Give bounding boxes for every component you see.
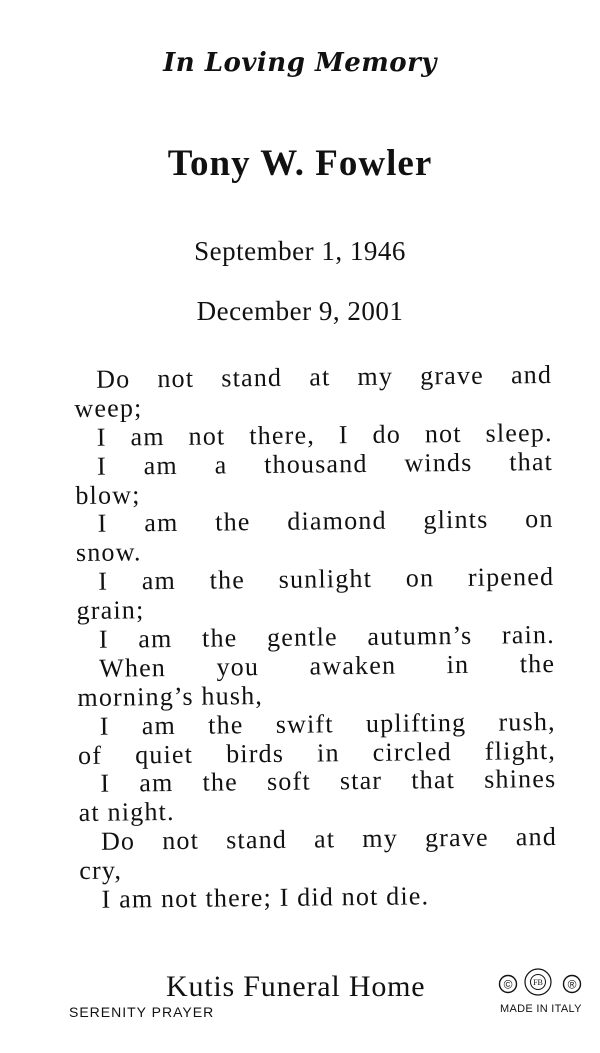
poem-line: I am the diamond glints on: [97, 504, 554, 539]
card-heading: In Loving Memory: [163, 48, 437, 78]
poem-line: I am the sunlight on ripened: [98, 562, 555, 596]
poem-line: snow.: [75, 537, 142, 568]
poem-line: weep;: [74, 393, 143, 423]
poem-line: of quiet birds in circled flight,: [77, 735, 557, 770]
poem-line: I am the swift uplifting rush,: [99, 706, 556, 741]
svg-text:®: ®: [567, 977, 577, 992]
poem-line: I am not there, I do not sleep.: [96, 417, 553, 452]
copyright-icon: [500, 976, 517, 993]
svg-text:FB: FB: [533, 978, 543, 987]
poem-line: morning’s hush,: [77, 680, 264, 712]
registered-icon: [564, 976, 581, 993]
poem-line: When you awaken in the: [99, 648, 556, 683]
death-date: December 9, 2001: [196, 296, 404, 326]
poem-line: Do not stand at my grave and: [100, 822, 558, 856]
poem-line: at night.: [78, 797, 175, 828]
poem-line: I am not there; I did not die.: [101, 881, 430, 914]
funeral-home-name: Kutis Funeral Home: [166, 970, 426, 1003]
poem-line: I am the gentle autumn’s rain.: [98, 619, 555, 654]
made-in-label: MADE IN ITALY: [500, 1003, 582, 1015]
poem-line: Do not stand at my grave and: [95, 359, 553, 394]
publisher-seal-icon: [525, 969, 551, 995]
poem-line: grain;: [76, 595, 145, 626]
poem-line: cry,: [79, 855, 123, 886]
deceased-name: Tony W. Fowler: [167, 143, 433, 184]
poem: [74, 361, 558, 915]
prayer-title: SERENITY PRAYER: [69, 1004, 215, 1020]
poem-line: I am a thousand winds that: [96, 446, 554, 481]
svg-text:©: ©: [503, 977, 513, 992]
birth-date: September 1, 1946: [194, 236, 406, 266]
poem-line: I am the soft star that shines: [100, 764, 557, 799]
poem-line: blow;: [75, 479, 141, 510]
